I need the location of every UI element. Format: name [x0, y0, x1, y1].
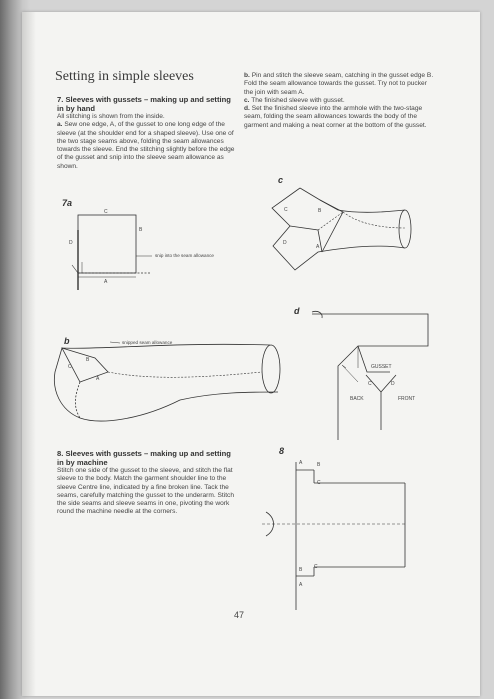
fig7a-letter-b: B — [139, 227, 143, 233]
figb-letter-a: A — [96, 376, 100, 382]
figc-letter-d: D — [283, 240, 287, 246]
page-title: Setting in simple sleeves — [55, 69, 194, 84]
figc-letter-b: B — [318, 208, 322, 214]
section-8-body: Stitch one side of the gusset to the sleeve, and stitch the flat sleeve to the body. Match the garment shoulder line to the sleeve Centre line, indicated by a fine broken line. Tack the seams, carefully matching the gusset to the underarm. Stitch the side seams and sleeve seams in one, pivoting the work round the machine needle at the corners. — [57, 467, 235, 516]
figure-8-label: 8 — [279, 446, 285, 456]
figb-letter-c: C — [68, 364, 72, 370]
figb-letter-b: B — [86, 357, 90, 363]
figd-letter-c: C — [368, 381, 372, 387]
figc-letter-c: C — [284, 207, 288, 213]
page-number: 47 — [234, 610, 245, 620]
figure-d-label: d — [294, 306, 300, 316]
figb-annotation: snipped seam allowance — [122, 340, 173, 345]
figc-letter-a: A — [316, 244, 320, 250]
step-a-label: a. — [57, 121, 63, 129]
figure-b-diagram — [54, 342, 280, 421]
figd-gusset-label: GUSSET — [371, 364, 392, 370]
figd-front-label: FRONT — [398, 396, 416, 402]
step-a-text: Sew one edge, A, of the gusset to one long edge of the sleeve (at the shoulder end for a shaped sleeve). Use one of the two stage seams above, folding the seam allowances towards the sleeve. End the stitching slightly before the edge of the gusset and snip into the sleeve seam allowance as shown. — [57, 121, 235, 170]
fig8-letter-c-bottom: C — [314, 564, 318, 570]
step-d-text: Set the finished sleeve into the armhole with the two-stage seam, folding the seam allowances towards the body of the garment and making a neat corner at the bottom of the gusset. — [244, 105, 427, 129]
section-8-heading: 8. Sleeves with gussets – making up and setting in by machine — [57, 449, 231, 467]
section-7-intro: All stitching is shown from the inside. — [57, 113, 165, 120]
figure-c-label: c — [278, 175, 284, 185]
fig7a-letter-c: C — [104, 209, 108, 215]
fig7a-letter-a: A — [104, 279, 108, 285]
figure-8-diagram — [262, 462, 405, 610]
figure-d-diagram — [312, 311, 428, 440]
figure-c-diagram — [272, 188, 411, 270]
figure-b-label: b — [64, 336, 70, 346]
figd-back-label: BACK — [350, 396, 364, 402]
fig8-letter-b-top: B — [317, 462, 321, 468]
step-d-label: d. — [244, 105, 250, 113]
fig7a-annotation: snip into the seam allowance — [155, 253, 214, 258]
fig8-letter-b-bottom: B — [299, 567, 303, 573]
step-c-text: The finished sleeve with gusset. — [251, 96, 345, 104]
figure-7a-label: 7a — [62, 198, 73, 208]
fig8-letter-c-top: C — [317, 480, 321, 486]
fig8-letter-a-top: A — [299, 460, 303, 466]
section-7-heading: 7. Sleeves with gussets – making up and setting in by hand — [57, 95, 231, 113]
step-b-label: b. — [244, 72, 250, 79]
figd-letter-d: D — [391, 381, 395, 387]
step-b-text: Pin and stitch the sleeve seam, catching in the gusset edge B. Fold the seam allowance towards the gusset. Try not to pucker the join with seam A. — [244, 72, 434, 96]
step-c-label: c. — [244, 96, 250, 104]
fig8-letter-a-bottom: A — [299, 582, 303, 588]
fig7a-letter-d: D — [69, 240, 73, 246]
